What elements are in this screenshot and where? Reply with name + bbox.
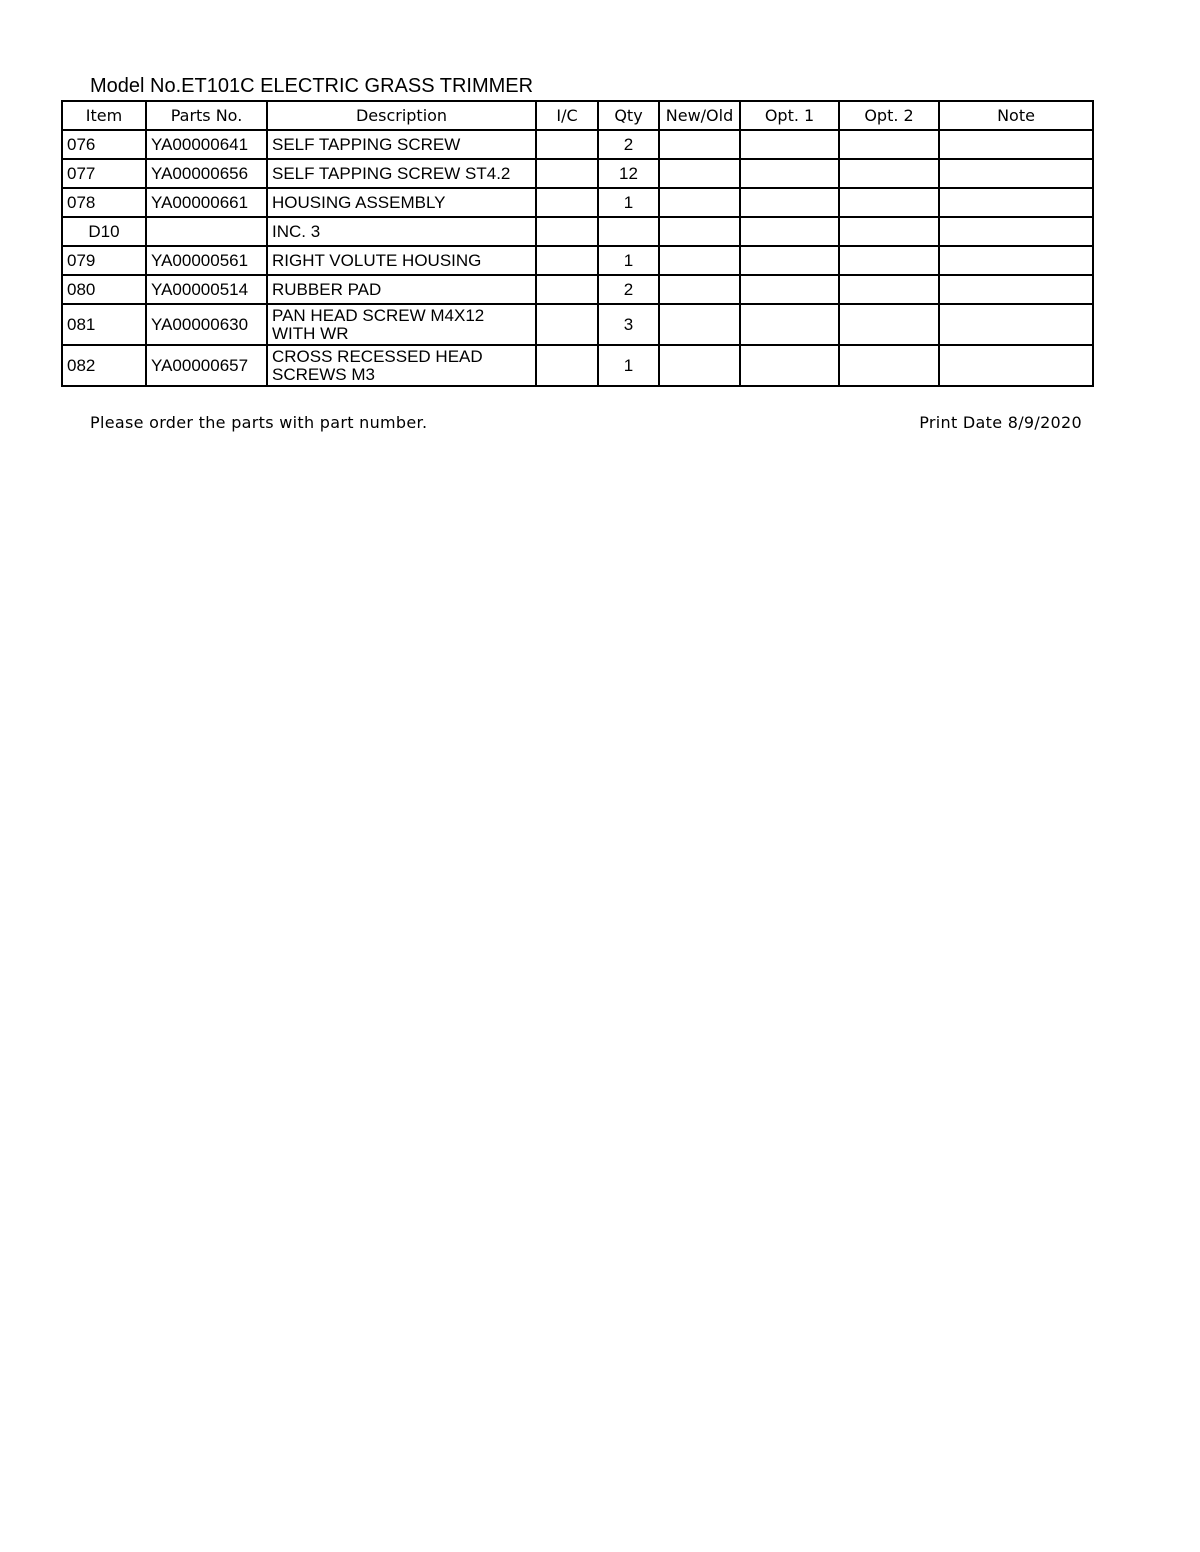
new-old-cell — [659, 345, 740, 386]
description-line: SELF TAPPING SCREW ST4.2 — [272, 163, 511, 183]
column-header-ic: I/C — [536, 101, 598, 130]
opt1-cell — [740, 130, 839, 159]
qty-cell: 1 — [598, 246, 659, 275]
item-cell: 076 — [62, 130, 146, 159]
note-cell — [939, 159, 1093, 188]
ic-cell — [536, 345, 598, 386]
table-row — [62, 275, 1093, 304]
ic-cell — [536, 304, 598, 345]
part-number-cell: YA00000661 — [146, 188, 267, 217]
note-cell — [939, 304, 1093, 345]
table-row — [62, 345, 1093, 386]
table-row — [62, 159, 1093, 188]
new-old-cell — [659, 217, 740, 246]
note-cell — [939, 246, 1093, 275]
item-cell: 079 — [62, 246, 146, 275]
table-row — [62, 246, 1093, 275]
description-line: RUBBER PAD — [272, 279, 382, 299]
column-header-opt1: Opt. 1 — [740, 101, 839, 130]
description-cell — [267, 304, 536, 345]
ic-cell — [536, 246, 598, 275]
column-header-note: Note — [939, 101, 1093, 130]
ic-cell — [536, 275, 598, 304]
opt2-cell — [839, 275, 939, 304]
opt2-cell — [839, 246, 939, 275]
part-number-cell: YA00000630 — [146, 304, 267, 345]
new-old-cell — [659, 188, 740, 217]
description-line: PAN HEAD SCREW M4X12 — [272, 305, 485, 325]
description-line: INC. 3 — [272, 221, 321, 241]
parts-table — [61, 100, 1094, 387]
note-cell — [939, 217, 1093, 246]
ic-cell — [536, 130, 598, 159]
item-cell: D10 — [62, 217, 146, 246]
description-line: WITH WR — [272, 323, 349, 343]
description-cell — [267, 159, 536, 188]
item-cell: 080 — [62, 275, 146, 304]
new-old-cell — [659, 304, 740, 345]
opt1-cell — [740, 188, 839, 217]
table-row — [62, 304, 1093, 345]
description-line: RIGHT VOLUTE HOUSING — [272, 250, 482, 270]
table-row — [62, 130, 1093, 159]
opt2-cell — [839, 159, 939, 188]
item-cell: 077 — [62, 159, 146, 188]
table-header-row — [62, 101, 1093, 130]
qty-cell: 1 — [598, 188, 659, 217]
column-header-new-old: New/Old — [659, 101, 740, 130]
description-cell — [267, 246, 536, 275]
opt1-cell — [740, 275, 839, 304]
qty-cell: 3 — [598, 304, 659, 345]
opt2-cell — [839, 188, 939, 217]
ic-cell — [536, 188, 598, 217]
description-cell — [267, 130, 536, 159]
qty-cell: 2 — [598, 275, 659, 304]
description-line: CROSS RECESSED HEAD — [272, 346, 483, 366]
note-cell — [939, 345, 1093, 386]
item-cell: 078 — [62, 188, 146, 217]
description-cell — [267, 345, 536, 386]
table-row — [62, 217, 1093, 246]
column-header-parts-no: Parts No. — [146, 101, 267, 130]
new-old-cell — [659, 246, 740, 275]
part-number-cell — [146, 217, 267, 246]
opt1-cell — [740, 246, 839, 275]
part-number-cell: YA00000514 — [146, 275, 267, 304]
item-cell: 082 — [62, 345, 146, 386]
description-line: SELF TAPPING SCREW — [272, 134, 461, 154]
opt1-cell — [740, 159, 839, 188]
note-cell — [939, 130, 1093, 159]
table-row — [62, 188, 1093, 217]
print-date: Print Date 8/9/2020 — [919, 413, 1082, 432]
opt2-cell — [839, 345, 939, 386]
opt2-cell — [839, 130, 939, 159]
order-instruction: Please order the parts with part number. — [90, 413, 428, 432]
description-line: HOUSING ASSEMBLY — [272, 192, 446, 212]
description-cell — [267, 217, 536, 246]
opt2-cell — [839, 217, 939, 246]
qty-cell: 1 — [598, 345, 659, 386]
part-number-cell: YA00000657 — [146, 345, 267, 386]
column-header-item: Item — [62, 101, 146, 130]
item-cell: 081 — [62, 304, 146, 345]
description-cell — [267, 275, 536, 304]
description-cell — [267, 188, 536, 217]
new-old-cell — [659, 275, 740, 304]
opt1-cell — [740, 304, 839, 345]
qty-cell: 2 — [598, 130, 659, 159]
opt2-cell — [839, 304, 939, 345]
opt1-cell — [740, 345, 839, 386]
qty-cell: 12 — [598, 159, 659, 188]
new-old-cell — [659, 159, 740, 188]
column-header-description: Description — [267, 101, 536, 130]
qty-cell — [598, 217, 659, 246]
opt1-cell — [740, 217, 839, 246]
description-line: SCREWS M3 — [272, 364, 375, 384]
new-old-cell — [659, 130, 740, 159]
note-cell — [939, 275, 1093, 304]
ic-cell — [536, 159, 598, 188]
part-number-cell: YA00000561 — [146, 246, 267, 275]
note-cell — [939, 188, 1093, 217]
column-header-qty: Qty — [598, 101, 659, 130]
ic-cell — [536, 217, 598, 246]
column-header-opt2: Opt. 2 — [839, 101, 939, 130]
part-number-cell: YA00000641 — [146, 130, 267, 159]
document-title: Model No.ET101C ELECTRIC GRASS TRIMMER — [90, 75, 534, 97]
part-number-cell: YA00000656 — [146, 159, 267, 188]
